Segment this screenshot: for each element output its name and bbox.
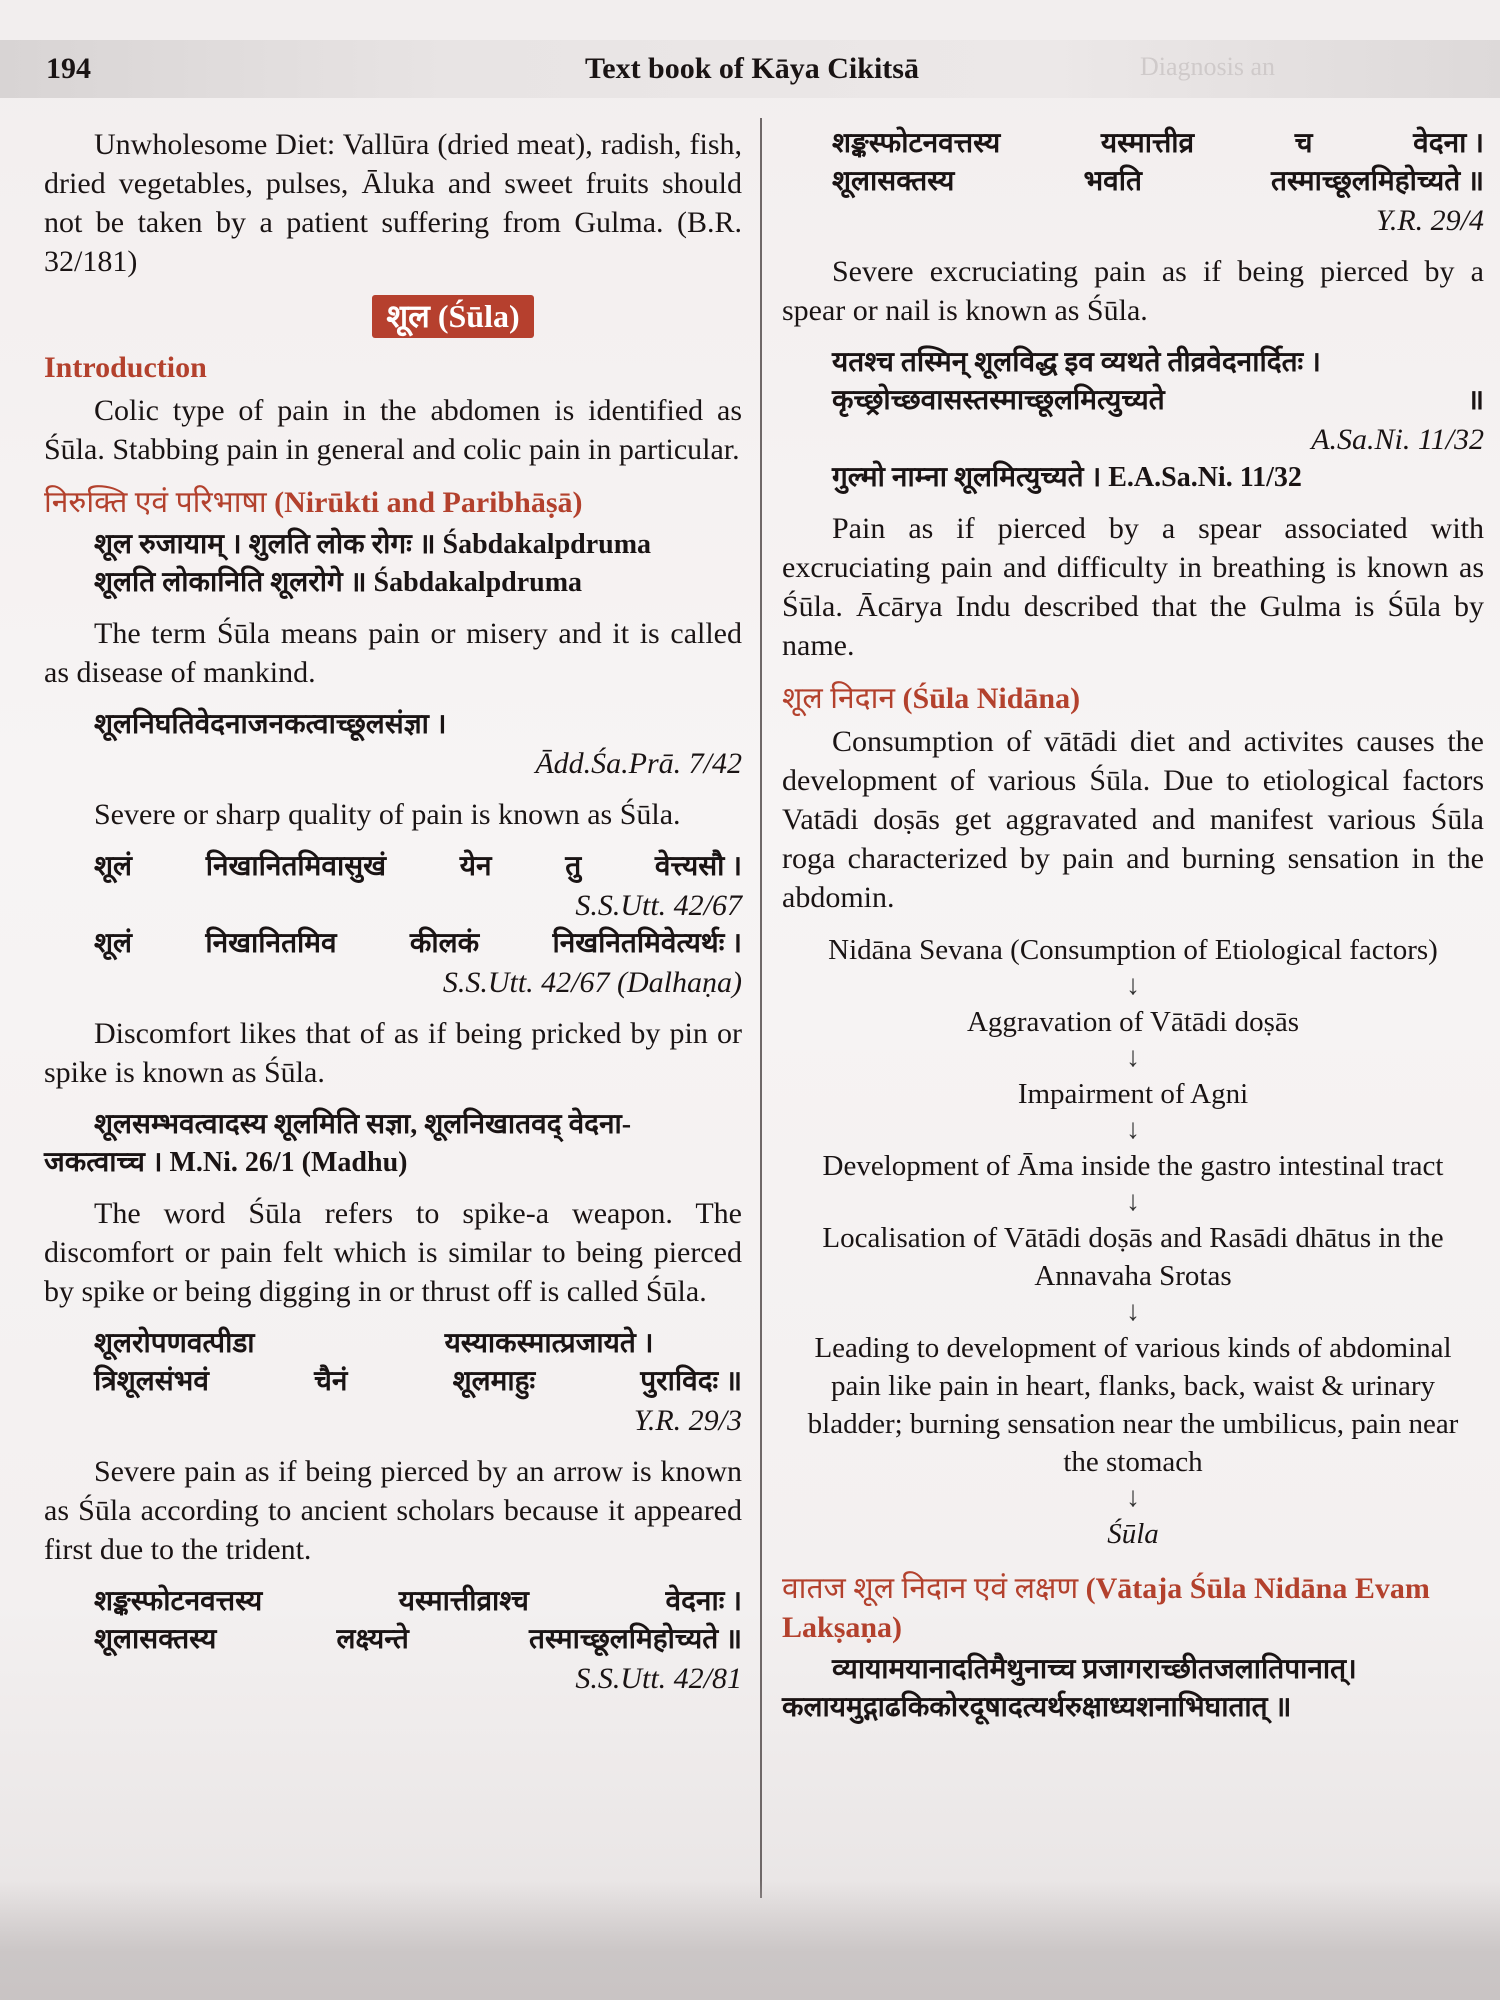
arrow-pierced-paragraph: Severe pain as if being pierced by an arrow is known as Śūla according to ancient scholars because it appeared first due to the trident.: [44, 1455, 742, 1566]
reference-yr-29-4: Y.R. 29/4: [1375, 204, 1484, 237]
down-arrow-icon: ↓: [1126, 1042, 1140, 1073]
sloka-gulma-sula: गुल्मो नाम्ना शूलमित्युच्यते । E.A.Sa.Ni. 11/32: [832, 462, 1302, 493]
sloka-word: लक्ष्यन्ते: [336, 1624, 409, 1655]
sloka-vataja-line1: व्यायामयानादतिमैथुनाच्च प्रजागराच्छीतजलातिपानात्।: [832, 1654, 1357, 1685]
word-sula-paragraph: The word Śūla refers to spike-a weapon. The discomfort or pain felt which is similar to being pierced by spike or being digging in or thrust off is called Śūla.: [44, 1197, 742, 1308]
nirukti-heading: [44, 483, 742, 522]
nirukti-heading-latin: (Nirūkti and Paribhāṣā): [274, 486, 583, 519]
column-divider: [760, 118, 762, 1898]
sloka-word: शूलं: [94, 928, 133, 959]
intro-paragraph: Colic type of pain in the abdomen is identified as Śūla. Stabbing pain in general and colic pain in particular.: [44, 394, 742, 466]
reference-add-sa-pra: Ādd.Śa.Prā. 7/42: [535, 747, 742, 780]
reference-dalhana: S.S.Utt. 42/67 (Dalhaṇa): [442, 966, 742, 999]
nirukti-heading-devanagari: निरुक्ति एवं परिभाषा: [44, 486, 267, 519]
sloka-yr-29-3-line2: [44, 1363, 742, 1401]
sloka-word: यस्याकस्मात्प्रजायते ।: [444, 1328, 654, 1359]
sloka-word: तस्माच्छूलमिहोच्यते ॥: [529, 1624, 742, 1655]
flow-step: Leading to development of various kinds of abdominal pain like pain in heart, flanks, back, waist & urinary bladder; burning sensation near the umbilicus, pain near the stomach: [807, 1332, 1459, 1478]
sloka-ss-utt-42-67: [44, 848, 742, 886]
sloka-vataja-line2: कलायमुद्गाढकिकोरदूषादत्यर्थरुक्षाध्यशनाभिघातात् ॥: [782, 1692, 1292, 1723]
sloka-word: यस्मात्तीव्र: [1100, 128, 1195, 159]
sloka-ss-utt-42-81-line1: [44, 1583, 742, 1621]
sloka-word: यस्मात्तीव्राश्च: [398, 1586, 529, 1617]
sloka-word: पुराविदः ॥: [640, 1366, 742, 1397]
page-bottom-shadow: [0, 1880, 1500, 2000]
sloka-word: कृच्छ्रोच्छवासस्तस्माच्छूलमित्युच्यते: [832, 385, 1165, 416]
sloka-word: वेत्त्यसौ ।: [654, 851, 742, 882]
sloka-yr-29-4-line1: [782, 125, 1484, 163]
right-column: [782, 125, 1484, 1727]
down-arrow-icon: ↓: [1126, 1482, 1140, 1513]
vataja-heading-latin: (Vātaja Śūla Nidāna Evam Lakṣaṇa): [782, 1572, 1430, 1644]
pathogenesis-flowchart: [782, 931, 1484, 1553]
sloka-word: ॥: [1467, 385, 1484, 416]
flow-step: Development of Āma inside the gastro intestinal tract: [822, 1150, 1444, 1182]
term-paragraph: The term Śūla means pain or misery and it is called as disease of mankind.: [44, 617, 742, 689]
down-arrow-icon: ↓: [1126, 970, 1140, 1001]
sloka-word: वेदनाः ।: [665, 1586, 742, 1617]
sloka-word: शूलं: [94, 851, 133, 882]
discomfort-paragraph: Discomfort likes that of as if being pricked by pin or spike is known as Śūla.: [44, 1017, 742, 1089]
sloka-word: शूलमाहुः: [452, 1366, 536, 1397]
section-badge-sula: शूल (Śūla): [372, 295, 533, 338]
sloka-word: शूलासक्तस्य: [94, 1624, 217, 1655]
sloka-dalhana: [44, 925, 742, 963]
nidana-heading-devanagari: शूल निदान: [782, 682, 896, 715]
nidana-heading: [782, 679, 1484, 718]
unwholesome-diet-paragraph: Unwholesome Diet: Vallūra (dried meat), radish, fish, dried vegetables, pulses, Āluka and sweet fruits should not be taken by a patient suffering from Gulma. (B.R. 32/181): [44, 128, 742, 278]
sloka-shabdakalpdruma-1: शूल रुजायाम् । शुलति लोक रोगः ॥ Śabdakalpdruma: [94, 529, 652, 560]
reference-ss-utt-42-81: S.S.Utt. 42/81: [575, 1662, 742, 1695]
left-column: [44, 125, 742, 1710]
sloka-word: तु: [565, 851, 582, 882]
sloka-word: निखानितमिवासुखं: [205, 851, 387, 882]
nidana-heading-latin: (Śūla Nidāna): [902, 682, 1081, 715]
sloka-word: निखनितमिवेत्यर्थः ।: [552, 928, 742, 959]
sloka-yr-29-3-line1: [44, 1325, 742, 1363]
reference-asa-ni: A.Sa.Ni. 11/32: [1311, 423, 1484, 456]
introduction-heading: Introduction: [44, 351, 207, 384]
spear-paragraph: Severe excruciating pain as if being pierced by a spear or nail is known as Śūla.: [782, 255, 1484, 327]
flow-step: Localisation of Vātādi doṣās and Rasādi dhātus in the Annavaha Srotas: [822, 1222, 1444, 1292]
vataja-heading: [782, 1569, 1484, 1647]
sloka-word: वेदना ।: [1413, 128, 1484, 159]
sloka-word: शूलासक्तस्य: [832, 166, 955, 197]
sloka-word: चैनं: [314, 1366, 348, 1397]
pierced-spear-paragraph: Pain as if pierced by a spear associated with excruciating pain and difficulty in breathing is known as Śūla. Ācārya Indu described that the Gulma is Śūla by name.: [782, 512, 1484, 662]
reference-ss-utt-42-67: S.S.Utt. 42/67: [575, 889, 742, 922]
flow-step: Aggravation of Vātādi doṣās: [966, 1006, 1300, 1038]
sloka-madhu-line2: जकत्वाच्च । M.Ni. 26/1 (Madhu): [44, 1147, 408, 1178]
sloka-word: येन: [459, 851, 492, 882]
down-arrow-icon: ↓: [1126, 1186, 1140, 1217]
sloka-asa-ni-line2: [782, 382, 1484, 420]
sloka-yr-29-4-line2: [782, 163, 1484, 201]
flow-step: Nidāna Sevana (Consumption of Etiological factors): [828, 934, 1438, 966]
sloka-word: निखानितमिव: [205, 928, 337, 959]
sloka-word: तस्माच्छूलमिहोच्यते ॥: [1271, 166, 1484, 197]
bleed-through-text: Diagnosis an: [1140, 52, 1276, 81]
sloka-ss-utt-42-81-line2: [44, 1621, 742, 1659]
severe-sharp-paragraph: Severe or sharp quality of pain is known as Śūla.: [94, 798, 681, 831]
down-arrow-icon: ↓: [1126, 1296, 1140, 1327]
sloka-word: भवति: [1083, 166, 1142, 197]
reference-yr-29-3: Y.R. 29/3: [633, 1404, 742, 1437]
sloka-word: शङ्कस्फोटनवत्तस्य: [94, 1586, 263, 1617]
flow-step: Impairment of Agni: [1017, 1078, 1249, 1110]
consumption-paragraph: Consumption of vātādi diet and activites causes the development of various Śūla. Due to etiological factors Vatādi doṣās get aggravated and manifest various Śūla roga characterized by pain and burning sensation in the abdomin.: [782, 725, 1484, 914]
sloka-word: च: [1294, 128, 1313, 159]
down-arrow-icon: ↓: [1126, 1114, 1140, 1145]
sloka-word: कीलकं: [409, 928, 480, 959]
running-title: Text book of Kāya Cikitsā: [585, 52, 919, 85]
sloka-add-sa-pra: शूलनिघतिवेदनाजनकत्वाच्छूलसंज्ञा ।: [94, 709, 447, 740]
sloka-word: शूलरोपणवत्पीडा: [94, 1328, 255, 1359]
vataja-heading-devanagari: वातज शूल निदान एवं लक्षण: [782, 1572, 1079, 1605]
sloka-word: त्रिशूलसंभवं: [94, 1366, 209, 1397]
flow-step: Śūla: [1107, 1518, 1159, 1550]
sloka-shabdakalpdruma-2: शूलति लोकानिति शूलरोगे ॥ Śabdakalpdruma: [94, 567, 583, 598]
sloka-madhu-line1: शूलसम्भवत्वादस्य शूलमिति सज्ञा, शूलनिखातवद् वेदना-: [94, 1109, 632, 1140]
sloka-asa-ni-line1: यतश्च तस्मिन् शूलविद्ध इव व्यथते तीव्रवेदनार्दितः ।: [832, 347, 1321, 378]
page-number: 194: [46, 52, 91, 85]
sloka-word: शङ्कस्फोटनवत्तस्य: [832, 128, 1001, 159]
